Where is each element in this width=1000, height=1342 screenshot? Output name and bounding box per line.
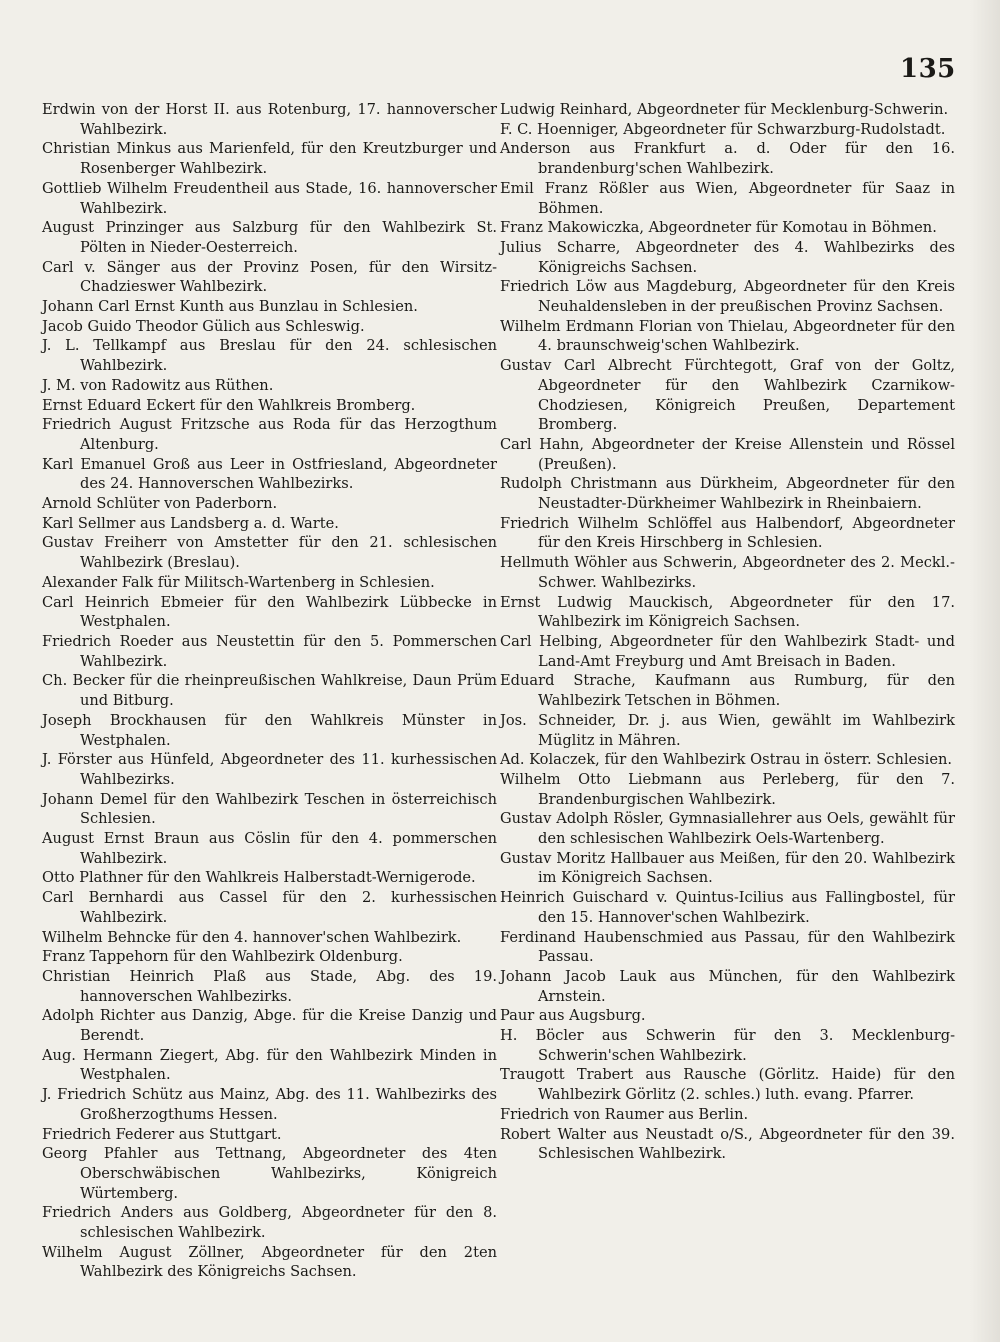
- member-entry: Johann Jacob Lauk aus München, für den Wahlbezirk Arnstein.: [500, 967, 955, 1005]
- member-entry: Friedrich Anders aus Goldberg, Abgeordneter für den 8. schlesischen Wahlbezirk.: [42, 1204, 497, 1242]
- member-entry: Ad. Kolaczek, für den Wahlbezirk Ostrau in österr. Schlesien.: [500, 751, 953, 769]
- member-entry: Johann Demel für den Wahlbezirk Teschen in österreichisch Schlesien.: [42, 790, 497, 828]
- page-edge-shadow: [970, 0, 1000, 1342]
- right-column: [500, 100, 955, 1164]
- member-entry: Friedrich von Raumer aus Berlin.: [500, 1105, 749, 1123]
- member-entry: Anderson aus Frankfurt a. d. Oder für den 16. brandenburg'schen Wahlbezirk.: [500, 140, 955, 178]
- member-entry: Carl Heinrich Ebmeier für den Wahlbezirk Lübbecke in Westphalen.: [42, 593, 497, 631]
- member-entry: Friedrich Roeder aus Neustettin für den 5. Pommerschen Wahlbezirk.: [42, 632, 497, 670]
- member-entry: Alexander Falk für Militsch-Wartenberg in Schlesien.: [42, 573, 435, 591]
- member-entry: Friedrich Löw aus Magdeburg, Abgeordneter für den Kreis Neuhaldensleben in der preußischen Provinz Sachsen.: [500, 278, 955, 316]
- member-entry: Ch. Becker für die rheinpreußischen Wahlkreise, Daun Prüm und Bitburg.: [42, 672, 497, 710]
- member-entry: Paur aus Augsburg.: [500, 1007, 646, 1025]
- member-entry: Otto Plathner für den Wahlkreis Halberstadt-Wernigerode.: [42, 869, 476, 887]
- member-entry: Joseph Brockhausen für den Wahlkreis Münster in Westphalen.: [42, 711, 497, 749]
- member-entry: Carl Hahn, Abgeordneter der Kreise Allenstein und Rössel (Preußen).: [500, 435, 955, 473]
- member-entry: Georg Pfahler aus Tettnang, Abgeordneter des 4ten Oberschwäbischen Wahlbezirks, Königreich Würtemberg.: [42, 1145, 497, 1202]
- page-number: 135: [900, 54, 956, 84]
- member-entry: Carl Bernhardi aus Cassel für den 2. kurhessischen Wahlbezirk.: [42, 889, 497, 926]
- member-entry: Traugott Trabert aus Rausche (Görlitz. Haide) für den Wahlbezirk Görlitz (2. schles.) luth. evang. Pfarrer.: [500, 1066, 955, 1104]
- member-entry: Friedrich Federer aus Stuttgart.: [42, 1125, 282, 1143]
- member-entry: Karl Emanuel Groß aus Leer in Ostfriesland, Abgeordneter des 24. Hannoverschen Wahlbezirks.: [42, 455, 497, 493]
- member-entry: J. L. Tellkampf aus Breslau für den 24. schlesischen Wahlbezirk.: [42, 337, 497, 375]
- member-entry: Friedrich Wilhelm Schlöffel aus Halbendorf, Abgeordneter für den Kreis Hirschberg in Schlesien.: [500, 514, 955, 552]
- member-entry: Christian Heinrich Plaß aus Stade, Abg. des 19. hannoverschen Wahlbezirks.: [42, 967, 497, 1005]
- member-entry: August Ernst Braun aus Cöslin für den 4. pommerschen Wahlbezirk.: [42, 830, 497, 867]
- member-entry: Wilhelm August Zöllner, Abgeordneter für den 2ten Wahlbezirk des Königreichs Sachsen.: [42, 1243, 497, 1281]
- member-entry: Wilhelm Otto Liebmann aus Perleberg, für den 7. Brandenburgischen Wahlbezirk.: [500, 770, 955, 808]
- member-entry: Franz Makowiczka, Abgeordneter für Komotau in Böhmen.: [500, 219, 937, 237]
- member-entry: Wilhelm Erdmann Florian von Thielau, Abgeordneter für den 4. braunschweig'schen Wahlbezirk.: [500, 317, 955, 355]
- member-entry: Robert Walter aus Neustadt o/S., Abgeordneter für den 39. Schlesischen Wahlbezirk.: [500, 1125, 955, 1163]
- left-column: [42, 100, 497, 1282]
- member-entry: Adolph Richter aus Danzig, Abge. für die Kreise Danzig und Berendt.: [42, 1007, 497, 1045]
- member-entry: Heinrich Guischard v. Quintus-Icilius aus Fallingbostel, für den 15. Hannover'schen Wahlbezirk.: [500, 889, 955, 926]
- member-entry: Wilhelm Behncke für den 4. hannover'schen Wahlbezirk.: [42, 928, 462, 946]
- member-entry: Carl Helbing, Abgeordneter für den Wahlbezirk Stadt- und Land-Amt Freyburg und Amt Breisach in Baden.: [500, 632, 955, 670]
- member-entry: Eduard Strache, Kaufmann aus Rumburg, für den Wahlbezirk Tetschen in Böhmen.: [500, 672, 955, 710]
- member-entry: H. Böcler aus Schwerin für den 3. Mecklenburg-Schwerin'schen Wahlbezirk.: [500, 1027, 955, 1064]
- member-entry: Rudolph Christmann aus Dürkheim, Abgeordneter für den Neustadter-Dürkheimer Wahlbezirk in Rheinbaiern.: [500, 475, 955, 513]
- member-entry: Julius Scharre, Abgeordneter des 4. Wahlbezirks des Königreichs Sachsen.: [500, 238, 955, 276]
- member-entry: F. C. Hoenniger, Abgeordneter für Schwarzburg-Rudolstadt.: [500, 120, 946, 138]
- member-entry: Ludwig Reinhard, Abgeordneter für Mecklenburg-Schwerin.: [500, 101, 949, 118]
- member-entry: Christian Minkus aus Marienfeld, für den Kreutzburger und Rosenberger Wahlbezirk.: [42, 140, 497, 178]
- member-entry: Johann Carl Ernst Kunth aus Bunzlau in Schlesien.: [42, 298, 418, 316]
- member-entry: Erdwin von der Horst II. aus Rotenburg, 17. hannoverscher Wahlbezirk.: [42, 101, 497, 138]
- member-entry: J. M. von Radowitz aus Rüthen.: [42, 376, 274, 394]
- member-entry: August Prinzinger aus Salzburg für den Wahlbezirk St. Pölten in Nieder-Oesterreich.: [42, 219, 497, 256]
- member-entry: Gustav Freiherr von Amstetter für den 21. schlesischen Wahlbezirk (Breslau).: [42, 534, 497, 572]
- member-entry: Ferdinand Haubenschmied aus Passau, für den Wahlbezirk Passau.: [500, 928, 955, 966]
- member-entry: Carl v. Sänger aus der Provinz Posen, für den Wirsitz-Chadzieswer Wahlbezirk.: [42, 258, 497, 296]
- member-entry: Gustav Carl Albrecht Fürchtegott, Graf von der Goltz, Abgeordneter für den Wahlbezirk Czarnikow-Chodziesen, Königreich Preußen, Departement Bromberg.: [500, 357, 955, 434]
- member-entry: Jos. Schneider, Dr. j. aus Wien, gewählt im Wahlbezirk Müglitz in Mähren.: [500, 711, 955, 749]
- member-entry: J. Friedrich Schütz aus Mainz, Abg. des 11. Wahlbezirks des Großherzogthums Hessen.: [42, 1086, 497, 1123]
- member-entry: Jacob Guido Theodor Gülich aus Schleswig.: [42, 317, 365, 335]
- member-entry: Emil Franz Rößler aus Wien, Abgeordneter für Saaz in Böhmen.: [500, 179, 955, 217]
- member-entry: Gottlieb Wilhelm Freudentheil aus Stade, 16. hannoverscher Wahlbezirk.: [42, 179, 497, 217]
- member-entry: Arnold Schlüter von Paderborn.: [42, 495, 278, 513]
- member-entry: Ernst Ludwig Mauckisch, Abgeordneter für den 17. Wahlbezirk im Königreich Sachsen.: [500, 593, 955, 631]
- member-entry: J. Förster aus Hünfeld, Abgeordneter des 11. kurhessischen Wahlbezirks.: [42, 751, 497, 788]
- member-entry: Aug. Hermann Ziegert, Abg. für den Wahlbezirk Minden in Westphalen.: [42, 1046, 497, 1084]
- member-entry: Hellmuth Wöhler aus Schwerin, Abgeordneter des 2. Meckl.-Schwer. Wahlbezirks.: [500, 554, 955, 591]
- member-entry: Friedrich August Fritzsche aus Roda für das Herzogthum Altenburg.: [42, 416, 497, 453]
- member-entry: Gustav Adolph Rösler, Gymnasiallehrer aus Oels, gewählt für den schlesischen Wahlbezirk Oels-Wartenberg.: [500, 810, 955, 848]
- member-entry: Franz Tappehorn für den Wahlbezirk Oldenburg.: [42, 948, 403, 966]
- member-entry: Gustav Moritz Hallbauer aus Meißen, für den 20. Wahlbezirk im Königreich Sachsen.: [500, 849, 955, 887]
- member-entry: Karl Sellmer aus Landsberg a. d. Warte.: [42, 514, 339, 532]
- member-entry: Ernst Eduard Eckert für den Wahlkreis Bromberg.: [42, 396, 416, 414]
